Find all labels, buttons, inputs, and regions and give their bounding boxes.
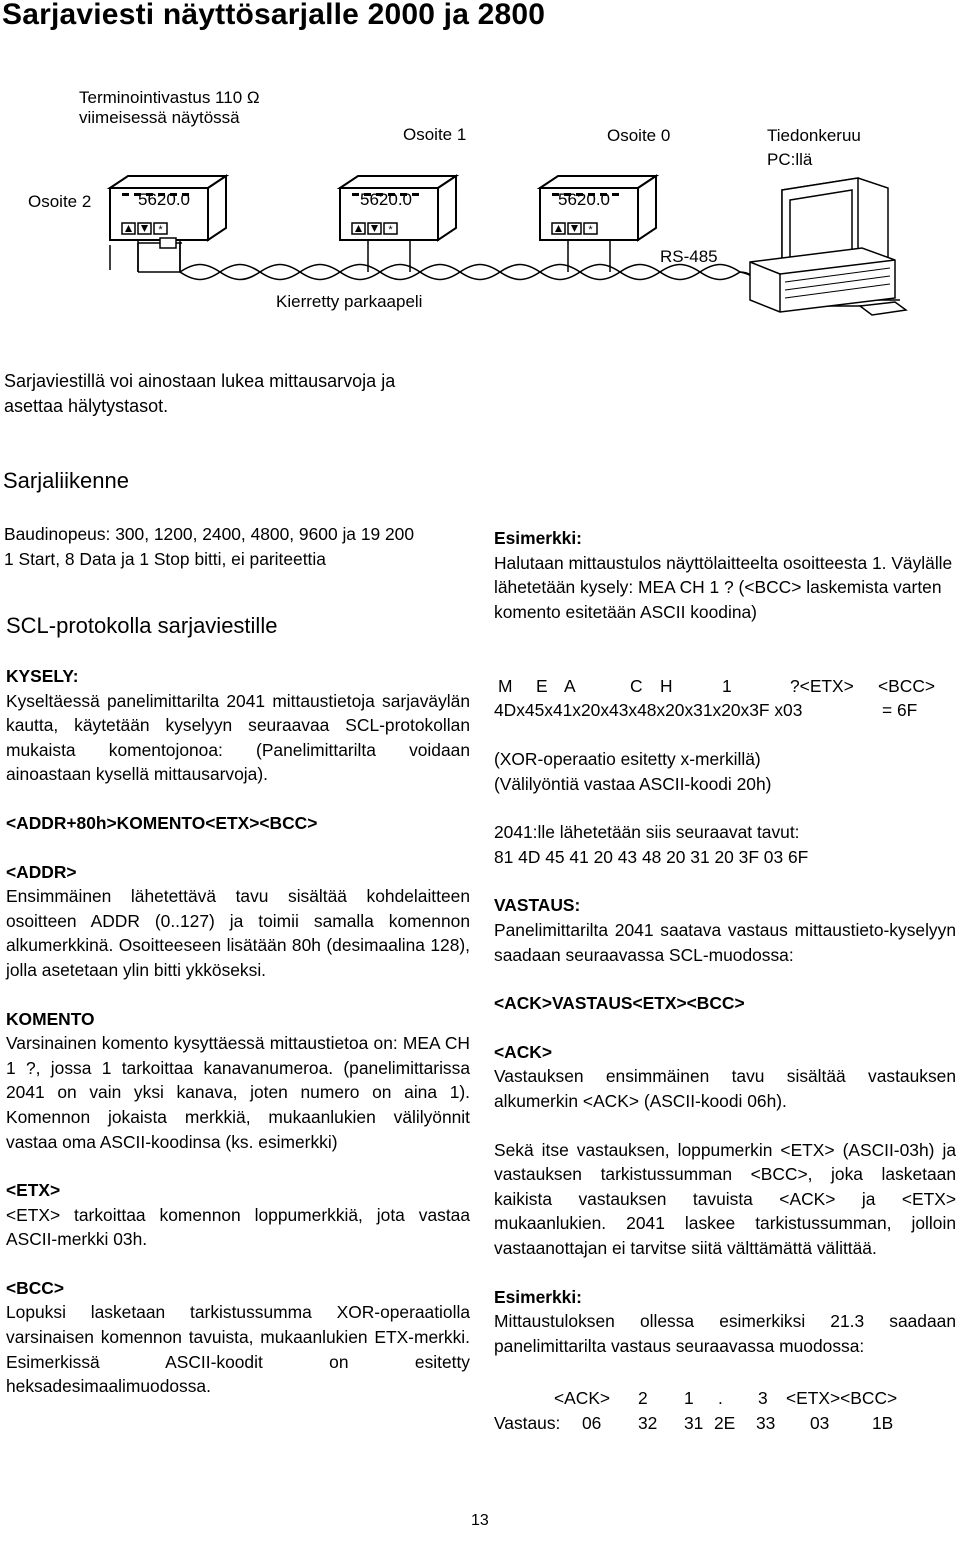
kysely-text: Kyseltäessä panelimittarilta 2041 mittaustietoja sarjaväylän kautta, käytetään kyselyyn seuraavaa SCL-protokollan mukaista komentojonoa: (Panelimittarilta voidaan ainoastaan kysellä mittausarvoja). bbox=[6, 690, 470, 785]
etx-text: <ETX> tarkoittaa komennon loppumerkkiä, jota vastaa ASCII-merkki 03h. bbox=[6, 1204, 470, 1250]
pc-icon bbox=[750, 178, 906, 315]
komento-title: KOMENTO bbox=[6, 1008, 95, 1029]
response-char: 2 bbox=[638, 1388, 648, 1408]
response-char: 1 bbox=[684, 1388, 694, 1408]
bytes-sequence: 81 4D 45 41 20 43 48 20 31 20 3F 03 6F bbox=[494, 846, 809, 867]
kysely-title: KYSELY: bbox=[6, 666, 79, 686]
response-hex: 06 bbox=[582, 1413, 602, 1433]
meter-display-2: 5620.0 bbox=[138, 190, 190, 209]
intro-text bbox=[4, 369, 474, 419]
baud-line-2: 1 Start, 8 Data ja 1 Stop bitti, ei pariteettia bbox=[4, 548, 326, 569]
scl-heading: SCL-protokolla sarjaviestille bbox=[6, 613, 278, 638]
terminator-label-2: viimeisessä näytössä bbox=[79, 108, 240, 127]
example2-text: Mittaustuloksen ollessa esimerkiksi 21.3 saadaan panelimittarilta vastaus seuraavassa muodossa: bbox=[494, 1311, 956, 1356]
response-char-row bbox=[494, 1386, 958, 1411]
response-char: <ACK> bbox=[554, 1388, 611, 1408]
data-collection-label-2: PC:llä bbox=[767, 150, 813, 169]
terminator-label-1: Terminointivastus 110 Ω bbox=[79, 88, 260, 107]
checksum-text: Sekä itse vastauksen, loppumerkin <ETX> (ASCII-03h) ja vastauksen tarkistussumman <BCC>, joka lasketaan kaikista vastauksen tavuista <ACK> ja <ETX> mukaanlukien. 2041 laskee tarkistussumman, jolloin vastaanottajan ei tarvitse siitä välttämättä välittää. bbox=[494, 1139, 956, 1258]
bcc-title: <BCC> bbox=[6, 1277, 64, 1298]
response-char: 3 bbox=[758, 1388, 768, 1408]
example1-title: Esimerkki: bbox=[494, 528, 582, 548]
bus-label: RS-485 bbox=[660, 247, 718, 266]
intro-line-2: asettaa hälytystasot. bbox=[4, 396, 169, 416]
response-hex: 1B bbox=[872, 1413, 894, 1433]
response-hex: 32 bbox=[638, 1413, 658, 1433]
bcc-text: Lopuksi lasketaan tarkistussumma XOR-operaatiolla varsinaisen komennon tavuista, mukaanlukien ETX-merkki. Esimerkissä ASCII-koodit on esitetty heksadesimaalimuodossa. bbox=[6, 1302, 470, 1397]
response-char: . bbox=[718, 1388, 723, 1408]
address-0-label: Osoite 0 bbox=[607, 126, 671, 145]
xor-note-1: (XOR-operaatio esitetty x-merkillä) bbox=[494, 749, 761, 769]
ascii-char: ?<ETX> bbox=[790, 676, 854, 696]
command-format: <ADDR+80h>KOMENTO<ETX><BCC> bbox=[6, 812, 318, 833]
response-hex: 03 bbox=[810, 1413, 830, 1433]
ascii-row bbox=[498, 674, 958, 699]
xor-note-2: (Välilyöntiä vastaa ASCII-koodi 20h) bbox=[494, 773, 772, 794]
ascii-char: H bbox=[660, 676, 673, 696]
ack-title: <ACK> bbox=[494, 1041, 552, 1062]
vastaus-text: Panelimittarilta 2041 saatava vastaus mittaustieto-kyselyyn saadaan seuraavassa SCL-muodossa: bbox=[494, 919, 956, 965]
vastaus-format: <ACK>VASTAUS<ETX><BCC> bbox=[494, 993, 745, 1014]
ascii-char: <BCC> bbox=[878, 676, 936, 696]
ascii-char: M bbox=[498, 676, 513, 696]
ascii-char: A bbox=[564, 676, 576, 696]
right-column bbox=[494, 526, 956, 624]
hex-result: = 6F bbox=[882, 700, 918, 720]
hex-line: 4Dx45x41x20x43x48x20x31x20x3F x03 bbox=[494, 700, 803, 720]
address-1-label: Osoite 1 bbox=[403, 125, 467, 144]
terminator-resistor bbox=[160, 238, 176, 248]
baud-info bbox=[4, 522, 484, 571]
data-collection-label-1: Tiedonkeruu bbox=[767, 126, 861, 145]
response-hex: 2E bbox=[714, 1413, 736, 1433]
network-diagram-svg: * bbox=[0, 60, 960, 320]
bytes-intro: 2041:lle lähetetään siis seuraavat tavut: bbox=[494, 822, 800, 843]
baud-line-1: Baudinopeus: 300, 1200, 2400, 4800, 9600 ja 19 200 bbox=[4, 524, 415, 544]
ack-text: Vastauksen ensimmäinen tavu sisältää vastauksen alkumerkin <ACK> (ASCII-koodi 06h). bbox=[494, 1066, 956, 1111]
example2-title: Esimerkki: bbox=[494, 1286, 582, 1307]
response-hex: 33 bbox=[756, 1413, 776, 1433]
hex-row bbox=[494, 698, 958, 723]
komento-text: Varsinainen komento kysyttäessä mittaustietoa on: MEA CH 1 ?, jossa 1 tarkoittaa kanavanumeroa. (panelimittarissa 2041 on vain yksi kanava, joten numero on aina 1). Komennon jokaista merkkiä, mukaanlukien välilyönnit vastaa oma ASCII-koodinsa (ks. esimerkki) bbox=[6, 1033, 470, 1152]
address-2-label: Osoite 2 bbox=[28, 192, 92, 211]
page-title: Sarjaviesti näyttösarjalle 2000 ja 2800 bbox=[2, 0, 546, 31]
left-column bbox=[6, 664, 470, 1399]
meter-display-1: 5620.0 bbox=[360, 190, 412, 209]
serial-heading: Sarjaliikenne bbox=[3, 468, 129, 493]
ascii-char: C bbox=[630, 676, 643, 696]
intro-line-1: Sarjaviestillä voi ainostaan lukea mittausarvoja ja bbox=[4, 371, 396, 391]
addr-text: Ensimmäinen lähetettävä tavu sisältää kohdelaitteen osoitteen ADDR (0..127) ja toimii samalla komennon alkumerkkinä. Osoitteeseen lisätään 80h (desimaalina 128), jolla asetetaan ylin bitti ykköseksi. bbox=[6, 886, 470, 980]
example1-text: Halutaan mittaustulos näyttölaitteelta osoitteesta 1. Väylälle lähetetään kysely: MEA CH 1 ? (<BCC> laskemista varten komento esitetään ASCII koodina) bbox=[494, 552, 953, 622]
response-char: <ETX><BCC> bbox=[786, 1388, 898, 1408]
cable-label: Kierretty parkaapeli bbox=[276, 292, 423, 311]
page-number: 13 bbox=[471, 1512, 489, 1529]
right-column-2 bbox=[494, 747, 956, 1358]
ascii-char: E bbox=[536, 676, 548, 696]
response-hex-row bbox=[494, 1411, 958, 1436]
meter-display-0: 5620.0 bbox=[558, 190, 610, 209]
vastaus-title: VASTAUS: bbox=[494, 895, 581, 916]
response-hex: 31 bbox=[684, 1413, 704, 1433]
etx-title: <ETX> bbox=[6, 1180, 61, 1201]
ascii-char: 1 bbox=[722, 676, 732, 696]
response-label: Vastaus: bbox=[494, 1413, 561, 1433]
addr-title: <ADDR> bbox=[6, 861, 77, 882]
